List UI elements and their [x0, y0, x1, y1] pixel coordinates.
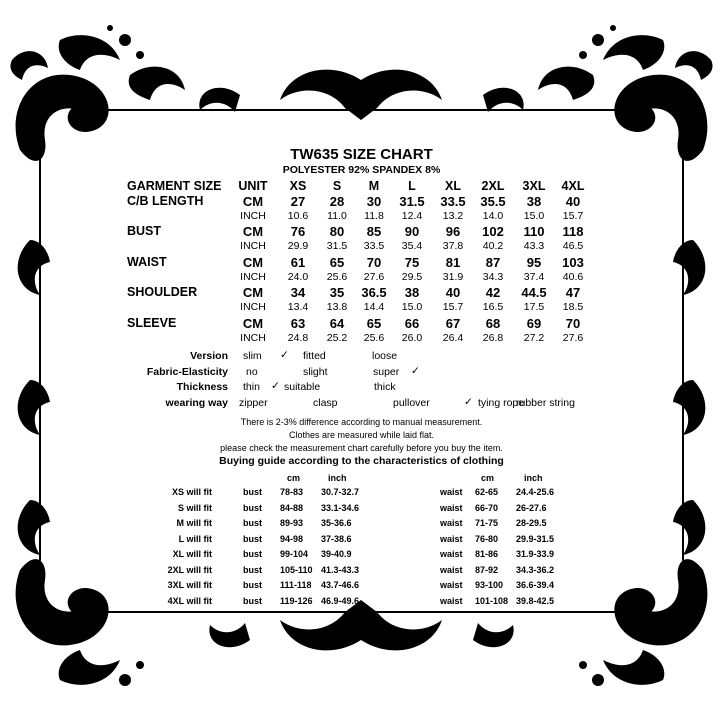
cm-value: 34 — [290, 285, 306, 300]
cm-value: 67 — [445, 316, 461, 331]
cm-value: 87 — [485, 255, 501, 270]
inch-value: 26.0 — [401, 332, 423, 344]
attribute-option: super — [373, 366, 400, 378]
inch-value: 37.4 — [523, 271, 545, 283]
cm-value: 96 — [445, 224, 461, 239]
check-mark: ✓ — [464, 396, 473, 408]
inch-value: 40.6 — [562, 271, 584, 283]
note-laid-flat: Clothes are measured while laid flat. — [288, 430, 435, 440]
unit-inch: INCH — [240, 271, 266, 283]
cm-value: 38 — [404, 285, 420, 300]
guide-waist-label: waist — [440, 502, 463, 513]
guide-waist-cm: 101-108 — [475, 595, 509, 606]
guide-bust-label: bust — [243, 487, 262, 497]
inch-value: 33.5 — [363, 240, 385, 252]
guide-waist-label: waist — [440, 580, 463, 590]
inch-value: 14.4 — [363, 301, 385, 313]
check-mark: ✓ — [280, 349, 289, 361]
guide-waist-label: waist — [440, 549, 463, 559]
unit-inch: INCH — [240, 210, 266, 222]
unit-cm: CM — [242, 194, 264, 209]
guide-bust-inch: 30.7-32.7 — [321, 487, 360, 497]
guide-bust-cm: 94-98 — [280, 533, 304, 544]
guide-waist-cm: 93-100 — [475, 580, 504, 590]
inch-value: 12.4 — [401, 210, 423, 222]
inch-value: 18.5 — [562, 301, 584, 313]
guide-bust-label: bust — [243, 533, 262, 544]
guide-waist-inch: 36.6-39.4 — [516, 580, 555, 590]
cm-value: 35.5 — [480, 194, 506, 209]
header-size: 2XL — [481, 179, 505, 193]
guide-waist-cm: 66-70 — [475, 502, 499, 513]
cm-value: 76 — [290, 224, 306, 239]
cm-value: 66 — [404, 316, 420, 331]
cm-value: 110 — [523, 224, 545, 239]
check-mark: ✓ — [411, 365, 420, 377]
cm-value: 70 — [565, 316, 581, 331]
unit-cm: CM — [242, 285, 264, 300]
material-subtitle: POLYESTER 92% SPANDEX 8% — [282, 164, 441, 176]
guide-bust-cm: 111-118 — [280, 580, 312, 590]
measurement-name: SLEEVE — [127, 316, 177, 330]
guide-fit-label: 2XL will fit — [167, 564, 212, 575]
guide-bust-inch: 41.3-43.3 — [321, 564, 360, 575]
guide-bust-cm: 105-110 — [280, 564, 313, 575]
guide-bust-inch: 35-36.6 — [321, 518, 352, 528]
cm-value: 68 — [485, 316, 501, 331]
attribute-option: slim — [243, 350, 262, 362]
cm-value: 65 — [366, 316, 382, 331]
header-size: XL — [445, 179, 461, 193]
header-unit: UNIT — [238, 179, 268, 193]
attribute-option: loose — [372, 350, 398, 362]
guide-waist-inch: 24.4-25.6 — [516, 487, 555, 497]
cm-value: 70 — [366, 255, 382, 270]
check-mark: ✓ — [271, 380, 280, 392]
attribute-option: no — [246, 366, 258, 378]
cm-value: 90 — [404, 224, 420, 239]
guide-waist-label: waist — [440, 595, 463, 606]
guide-bust-label: bust — [243, 518, 262, 528]
cm-value: 47 — [565, 285, 581, 300]
inch-value: 16.5 — [482, 301, 504, 313]
unit-inch: INCH — [240, 301, 266, 313]
inch-value: 37.8 — [442, 240, 464, 252]
inch-value: 26.8 — [482, 332, 504, 344]
guide-waist-cm: 71-75 — [475, 518, 499, 528]
inch-value: 14.0 — [482, 210, 504, 222]
guide-fit-label: 3XL will fit — [167, 580, 212, 590]
cm-value: 65 — [329, 255, 345, 270]
cm-value: 75 — [404, 255, 420, 270]
buying-guide-title: Buying guide according to the characteristics of clothing — [219, 455, 504, 467]
unit-cm: CM — [242, 255, 264, 270]
inch-value: 15.0 — [401, 301, 423, 313]
attribute-label: Version — [190, 350, 228, 362]
note-difference: There is 2-3% difference according to manual measurement. — [240, 417, 483, 427]
guide-bust-label: bust — [243, 595, 262, 606]
cm-value: 44.5 — [521, 285, 547, 300]
cm-value: 69 — [526, 316, 542, 331]
inch-value: 29.5 — [401, 271, 423, 283]
attribute-label: wearing way — [165, 397, 228, 409]
guide-waist-inch: 26-27.6 — [516, 502, 547, 513]
attribute-option: rubber string — [516, 397, 575, 409]
guide-bust-label: bust — [243, 580, 262, 590]
cm-value: 36.5 — [361, 285, 387, 300]
guide-waist-inch: 29.9-31.5 — [516, 533, 555, 544]
guide-bust-inch: 37-38.6 — [321, 533, 352, 544]
inch-value: 15.7 — [442, 301, 464, 313]
cm-value: 40 — [445, 285, 461, 300]
inch-value: 31.5 — [326, 240, 348, 252]
page-title: TW635 SIZE CHART — [290, 146, 433, 163]
cm-value: 85 — [366, 224, 382, 239]
cm-value: 81 — [445, 255, 461, 270]
guide-fit-label: L will fit — [178, 533, 212, 544]
cm-value: 102 — [482, 224, 504, 239]
guide-fit-label: M will fit — [176, 518, 212, 528]
cm-value: 40 — [565, 194, 581, 209]
guide-cm-header: cm — [481, 473, 495, 483]
measurement-name: SHOULDER — [127, 285, 198, 299]
guide-fit-label: XS will fit — [171, 487, 212, 497]
attribute-option: fitted — [303, 350, 326, 362]
cm-value: 80 — [329, 224, 345, 239]
inch-value: 34.3 — [482, 271, 504, 283]
guide-cm-header: cm — [287, 473, 301, 483]
guide-bust-label: bust — [243, 549, 262, 559]
inch-value: 11.8 — [364, 210, 384, 222]
inch-value: 29.9 — [287, 240, 309, 252]
cm-value: 38 — [526, 194, 542, 209]
cm-value: 35 — [329, 285, 345, 300]
guide-bust-cm: 119-126 — [280, 595, 313, 606]
guide-waist-label: waist — [440, 564, 463, 575]
guide-waist-label: waist — [440, 487, 463, 497]
cm-value: 27 — [290, 194, 306, 209]
inch-value: 35.4 — [401, 240, 423, 252]
guide-inch-header: inch — [328, 473, 347, 483]
inch-value: 11.0 — [327, 210, 347, 222]
header-size: S — [332, 179, 342, 193]
cm-value: 63 — [290, 316, 306, 331]
inch-value: 27.6 — [363, 271, 385, 283]
unit-inch: INCH — [240, 332, 266, 344]
measurement-name: C/B LENGTH — [127, 194, 204, 208]
cm-value: 61 — [290, 255, 306, 270]
header-size: 4XL — [561, 179, 585, 193]
unit-cm: CM — [242, 224, 264, 239]
inch-value: 13.8 — [326, 301, 348, 313]
attribute-option: thick — [374, 381, 396, 393]
cm-value: 42 — [485, 285, 501, 300]
inch-value: 24.0 — [287, 271, 309, 283]
inch-value: 24.8 — [287, 332, 309, 344]
guide-bust-cm: 84-88 — [280, 502, 304, 513]
attribute-label: Thickness — [176, 381, 228, 393]
header-size: 3XL — [522, 179, 546, 193]
cm-value: 33.5 — [440, 194, 466, 209]
cm-value: 30 — [366, 194, 382, 209]
inch-value: 43.3 — [523, 240, 545, 252]
guide-inch-header: inch — [524, 473, 543, 483]
guide-waist-inch: 34.3-36.2 — [516, 564, 555, 575]
measurement-name: BUST — [127, 224, 162, 238]
guide-waist-cm: 76-80 — [475, 533, 499, 544]
guide-waist-inch: 28-29.5 — [516, 518, 547, 528]
inch-value: 25.6 — [363, 332, 385, 344]
guide-bust-cm: 78-83 — [280, 487, 304, 497]
attribute-option: tying rope — [478, 397, 525, 409]
attribute-option: zipper — [239, 397, 268, 409]
guide-fit-label: XL will fit — [172, 549, 212, 559]
inch-value: 10.6 — [287, 210, 309, 222]
guide-waist-cm: 87-92 — [475, 564, 499, 575]
header-size: XS — [289, 179, 307, 193]
attribute-option: suitable — [284, 381, 321, 393]
inch-value: 31.9 — [442, 271, 464, 283]
guide-bust-inch: 46.9-49.6 — [321, 595, 360, 606]
header-size: M — [368, 179, 380, 193]
cm-value: 31.5 — [399, 194, 425, 209]
cm-value: 64 — [329, 316, 345, 331]
unit-cm: CM — [242, 316, 264, 331]
guide-bust-label: bust — [243, 564, 262, 575]
attribute-label: Fabric-Elasticity — [146, 366, 228, 378]
inch-value: 25.6 — [326, 271, 348, 283]
inch-value: 15.0 — [523, 210, 545, 222]
header-size: L — [408, 179, 416, 193]
guide-waist-inch: 39.8-42.5 — [516, 595, 555, 606]
attribute-option: slight — [303, 366, 328, 378]
inch-value: 15.7 — [562, 210, 584, 222]
unit-inch: INCH — [240, 240, 266, 252]
guide-fit-label: S will fit — [177, 502, 212, 513]
attribute-option: clasp — [313, 397, 338, 409]
cm-value: 28 — [329, 194, 345, 209]
cm-value: 103 — [562, 255, 584, 270]
inch-value: 13.2 — [442, 210, 464, 222]
note-check-chart: please check the measurement chart carefully before you buy the item. — [220, 443, 503, 453]
guide-bust-inch: 43.7-46.6 — [321, 580, 360, 590]
guide-bust-inch: 33.1-34.6 — [321, 502, 360, 513]
cm-value: 118 — [562, 224, 584, 239]
cm-value: 95 — [526, 255, 542, 270]
inch-value: 17.5 — [523, 301, 545, 313]
guide-bust-label: bust — [243, 502, 262, 513]
inch-value: 25.2 — [326, 332, 348, 344]
guide-waist-inch: 31.9-33.9 — [516, 549, 555, 559]
inch-value: 27.2 — [523, 332, 545, 344]
inch-value: 26.4 — [442, 332, 464, 344]
measurement-name: WAIST — [127, 255, 167, 269]
attribute-option: pullover — [393, 397, 430, 409]
guide-waist-cm: 62-65 — [475, 487, 499, 497]
guide-waist-label: waist — [440, 533, 463, 544]
inch-value: 27.6 — [562, 332, 584, 344]
header-garment-size: GARMENT SIZE — [127, 179, 222, 193]
guide-waist-label: waist — [440, 518, 463, 528]
guide-fit-label: 4XL will fit — [167, 595, 212, 606]
guide-bust-cm: 89-93 — [280, 518, 304, 528]
guide-waist-cm: 81-86 — [475, 549, 499, 559]
attribute-option: thin — [243, 381, 260, 393]
inch-value: 40.2 — [482, 240, 504, 252]
guide-bust-inch: 39-40.9 — [321, 549, 352, 559]
inch-value: 13.4 — [287, 301, 309, 313]
inch-value: 46.5 — [562, 240, 584, 252]
guide-bust-cm: 99-104 — [280, 549, 309, 559]
